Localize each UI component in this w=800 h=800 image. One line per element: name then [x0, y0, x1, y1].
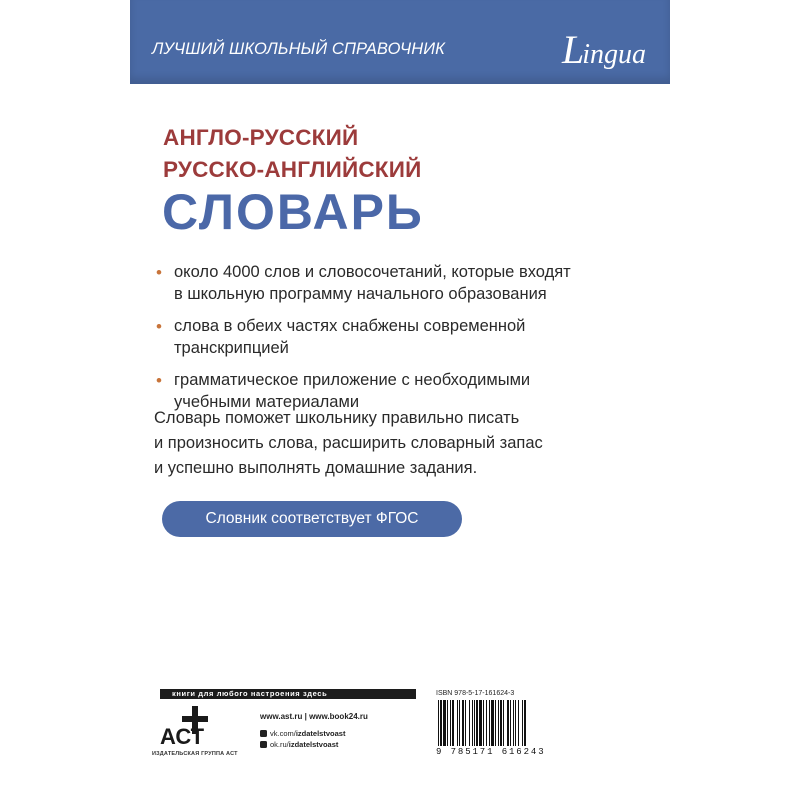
barcode-bar: [489, 700, 490, 746]
barcode-bar: [474, 700, 475, 746]
barcode-bar: [452, 700, 454, 746]
logo-initial: L: [562, 27, 585, 72]
bullet-icon: •: [156, 371, 162, 390]
vk-handle: izdatelstvoast: [295, 729, 346, 738]
barcode-bar: [510, 700, 511, 746]
ok-icon: [260, 741, 267, 748]
feature-text-line: около 4000 слов и словосочетаний, которые входят: [174, 263, 571, 281]
barcode: [436, 700, 564, 746]
barcode-digits: 9 785171 616243: [436, 747, 546, 757]
barcode-bar: [515, 700, 516, 746]
title-line-1: АНГЛО-РУССКИЙ: [163, 125, 359, 150]
barcode-bar: [447, 700, 448, 746]
barcode-bar: [522, 700, 523, 746]
barcode-bar: [465, 700, 466, 746]
barcode-bar: [438, 700, 439, 746]
barcode-bar: [479, 700, 482, 746]
barcode-bar: [483, 700, 484, 746]
vk-link: [260, 729, 345, 738]
isbn: ISBN 978-5-17-161624-3: [436, 690, 515, 697]
feature-text-line: грамматическое приложение с необходимыми: [174, 371, 531, 389]
barcode-bar: [459, 700, 460, 746]
barcode-bar: [500, 700, 502, 746]
ok-prefix: ok.ru/: [270, 740, 289, 749]
ast-logo-text: АСТ: [160, 724, 205, 749]
summary-line: и произносить слова, расширить словарный запас: [154, 434, 543, 452]
publisher-tagline: книги для любого настроения здесь: [160, 689, 416, 699]
barcode-bar: [513, 700, 514, 746]
bullet-icon: •: [156, 263, 162, 282]
barcode-bar: [440, 700, 442, 746]
feature-item: [154, 316, 654, 359]
barcode-bar: [518, 700, 519, 746]
barcode-bar: [503, 700, 504, 746]
barcode-bar: [472, 700, 473, 746]
barcode-bar: [491, 700, 494, 746]
ast-logo: [158, 704, 212, 750]
feature-text-line: слова в обеих частях снабжены современной: [174, 317, 526, 335]
bullet-icon: •: [156, 317, 162, 336]
feature-list: [154, 262, 654, 424]
barcode-bar: [462, 700, 464, 746]
main-title: СЛОВАРЬ: [162, 184, 424, 240]
barcode-bar: [486, 700, 487, 746]
feature-text-line: транскрипцией: [174, 338, 289, 357]
vk-icon: [260, 730, 267, 737]
lingua-logo: [562, 26, 646, 73]
barcode-bar: [450, 700, 451, 746]
summary-paragraph: [154, 406, 654, 481]
title-line-2: РУССКО-АНГЛИЙСКИЙ: [163, 157, 422, 182]
barcode-bar: [498, 700, 499, 746]
series-title: ЛУЧШИЙ ШКОЛЬНЫЙ СПРАВОЧНИК: [152, 40, 446, 58]
feature-item: [154, 262, 654, 305]
header-band: [130, 0, 670, 84]
feature-text-line: учебными материалами: [174, 392, 360, 411]
publisher-caption: ИЗДАТЕЛЬСКАЯ ГРУППА АСТ: [152, 751, 238, 757]
barcode-bar: [495, 700, 496, 746]
barcode-bar: [524, 700, 526, 746]
barcode-bar: [507, 700, 509, 746]
website-links: www.ast.ru | www.book24.ru: [260, 712, 368, 721]
summary-line: Словарь поможет школьнику правильно писать: [154, 409, 520, 427]
barcode-bar: [476, 700, 478, 746]
vk-prefix: vk.com/: [270, 729, 296, 738]
back-cover: [130, 0, 670, 800]
summary-line: и успешно выполнять домашние задания.: [154, 459, 478, 477]
logo-rest: ingua: [582, 39, 647, 70]
feature-text-line: в школьную программу начального образования: [174, 284, 547, 303]
barcode-bar: [469, 700, 470, 746]
fgos-badge: Словник соответствует ФГОС: [162, 501, 462, 537]
ok-link: [260, 740, 338, 749]
ok-handle: izdatelstvoast: [288, 740, 339, 749]
barcode-bar: [443, 700, 446, 746]
barcode-bar: [457, 700, 458, 746]
